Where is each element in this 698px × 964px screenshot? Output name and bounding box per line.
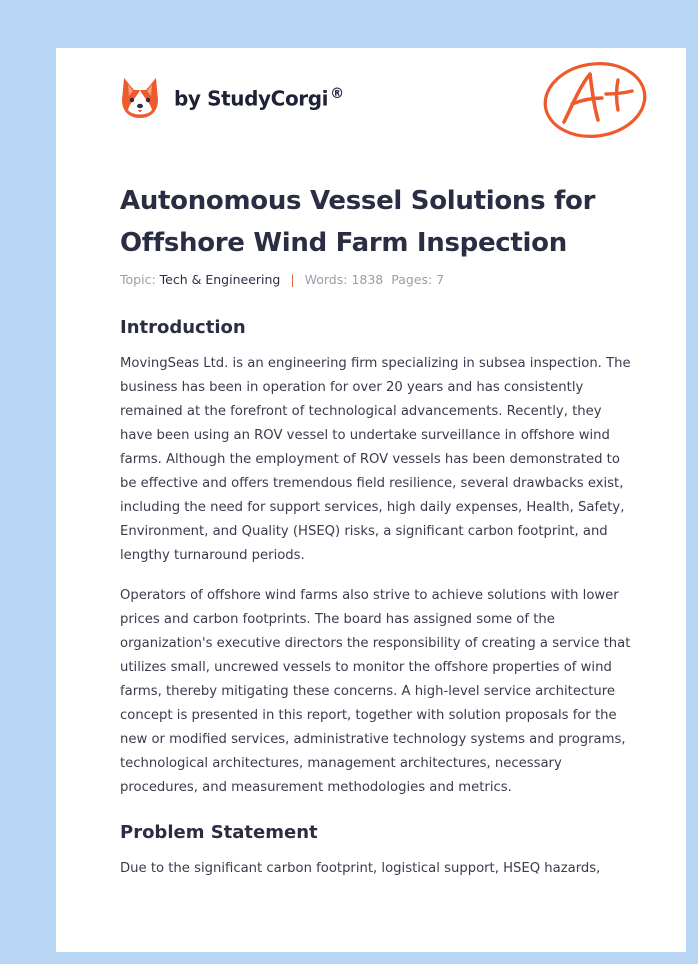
topic-label: Topic: [120,272,156,287]
studycorgi-logo[interactable] [120,76,344,120]
pages-value: 7 [436,272,445,287]
paragraph: MovingSeas Ltd. is an engineering firm specializing in subsea inspection. The business has been in operation for over 20 years and has consistently remained at the forefront of technological advancements. Recently, they have been using an ROV vessel to undertake surveillance in offshore wind farms. Although the employment of ROV vessels has been demonstrated to be effective and offers tremendous field resilience, several drawbacks exist, including the need for support services, high daily expenses, Health, Safety, Environment, and Quality (HSEQ) risks, a significant carbon footprint, and lengthy turnaround periods. [120,356,631,563]
article-content [120,180,632,897]
words-label: Words: [304,272,348,287]
words-value: 1838 [351,272,384,287]
paragraph: Due to the significant carbon footprint, logistical support, HSEQ hazards, [120,861,601,876]
corgi-icon [120,76,160,120]
registered-mark: ® [330,85,344,102]
a-plus-icon [540,60,650,140]
document-page [56,48,686,952]
paragraph: Operators of offshore wind farms also strive to achieve solutions with lower prices and carbon footprints. The board has assigned some of the organization's executive directors the responsibility of creating a service that utilizes small, uncrewed vessels to monitor the offshore properties of wind farms, thereby mitigating these concerns. A high-level service architecture concept is presented in this report, together with solution proposals for the new or modified services, administrative technology systems and programs, technological architectures, management architectures, necessary procedures, and measurement methodologies and metrics. [120,588,631,795]
meta-separator: | [290,272,295,287]
article-meta [120,272,632,287]
brand-name: by StudyCorgi [174,86,329,111]
topic-link[interactable]: Tech & Engineering [159,272,281,287]
grade-badge [540,60,650,144]
brand-text [174,86,344,111]
section-heading-problem-statement: Problem Statement [120,822,318,843]
section-heading-introduction: Introduction [120,317,246,338]
pages-label: Pages: [391,272,433,287]
article-title: Autonomous Vessel Solutions for Offshore Wind Farm Inspection [120,186,596,258]
